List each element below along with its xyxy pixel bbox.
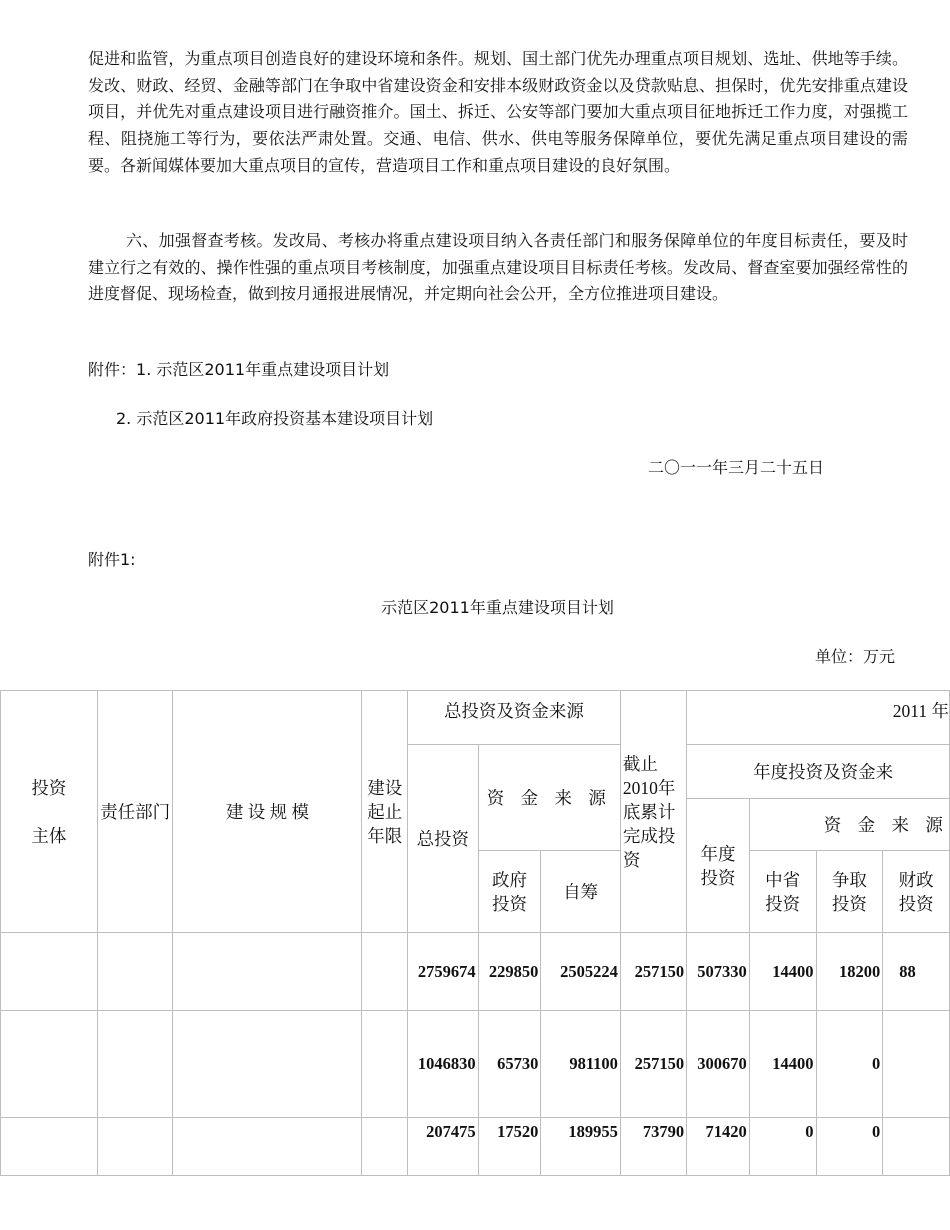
cell-gov: 65730	[478, 1011, 541, 1118]
header-striven: 争取投资	[816, 851, 883, 933]
cell-gov: 229850	[478, 933, 541, 1011]
header-funding-source	[478, 745, 620, 851]
cell-cumulative: 257150	[620, 933, 686, 1011]
cell-self: 981100	[541, 1011, 621, 1118]
cell-total: 207475	[407, 1118, 478, 1176]
cell-scale	[173, 1011, 362, 1118]
cell-cumulative: 257150	[620, 1011, 686, 1118]
annex-label: 附件1:	[88, 550, 136, 569]
cell-scale	[173, 1118, 362, 1176]
header-annual-funding-label: 资 金 来 源	[823, 814, 949, 835]
body-paragraph-1: 促进和监管，为重点项目创造良好的建设环境和条件。规划、国土部门优先办理重点项目规划、选址、供地等手续。发改、财政、经贸、金融等部门在争取中省建设资金和安排本级财政资金以及贷款贴息、担保时，优先安排重点建设项目，并优先对重点建设项目进行融资推介。国土、拆迁、公安等部门要加大重点项目征地拆迁工作力度，对强揽工程、阻挠施工等行为，要依法严肃处置。交通、电信、供水、供电等服务保障单位，要优先满足重点项目建设的需要。各新闻媒体要加大重点项目的宣传，营造项目工作和重点项目建设的良好氛围。	[88, 49, 908, 175]
cell-department	[97, 1118, 173, 1176]
cell-striven: 0	[816, 1118, 883, 1176]
table-title: 示范区2011年重点建设项目计划	[381, 598, 614, 617]
cell-self: 2505224	[541, 933, 621, 1011]
cell-period	[362, 1011, 408, 1118]
cell-provincial: 14400	[749, 933, 816, 1011]
cell-striven: 18200	[816, 933, 883, 1011]
header-provincial: 中省投资	[749, 851, 816, 933]
cell-investor	[1, 933, 98, 1011]
table-row	[1, 1011, 950, 1118]
header-period: 建设起止年限	[362, 691, 408, 933]
cell-department	[97, 933, 173, 1011]
cell-provincial: 0	[749, 1118, 816, 1176]
header-annual-invest: 年度投资	[687, 799, 750, 933]
cell-self: 189955	[541, 1118, 621, 1176]
cell-gov: 17520	[478, 1118, 541, 1176]
cell-fiscal: 88	[883, 933, 950, 1011]
cell-investor	[1, 1011, 98, 1118]
attachment-line-1	[88, 360, 389, 380]
cell-period	[362, 1118, 408, 1176]
cell-annual: 300670	[687, 1011, 750, 1118]
cell-total: 1046830	[407, 1011, 478, 1118]
header-gov-invest: 政府投资	[478, 851, 541, 933]
cell-provincial: 14400	[749, 1011, 816, 1118]
unit-label: 单位：万元	[815, 647, 896, 666]
header-total-group: 总投资及资金来源	[407, 691, 620, 745]
header-cumulative: 截止2010年底累计完成投资	[620, 691, 686, 933]
attachment-item: 2. 示范区2011年政府投资基本建设项目计划	[116, 409, 434, 428]
cell-cumulative: 73790	[620, 1118, 686, 1176]
table-row	[1, 933, 950, 1011]
header-2011: 2011 年	[687, 691, 950, 745]
cell-fiscal	[883, 1118, 950, 1176]
header-department: 责任部门	[97, 691, 173, 933]
cell-annual: 507330	[687, 933, 750, 1011]
header-fiscal: 财政投资	[883, 851, 950, 933]
header-self-raised: 自筹	[541, 851, 621, 933]
document-date: 二〇一一年三月二十五日	[648, 458, 825, 477]
header-scale: 建 设 规 模	[173, 691, 362, 933]
header-investor	[1, 691, 98, 933]
header-total: 总投资	[407, 745, 478, 933]
header-funding-source-label: 资 金 来 源	[486, 787, 612, 808]
cell-investor	[1, 1118, 98, 1176]
project-plan-table	[0, 690, 950, 1176]
cell-period	[362, 933, 408, 1011]
table-row	[1, 1118, 950, 1176]
header-investor-line2: 主体	[31, 825, 67, 846]
cell-department	[97, 1011, 173, 1118]
header-investor-line1: 投资	[31, 777, 67, 798]
cell-total: 2759674	[407, 933, 478, 1011]
header-annual-funding	[749, 799, 949, 851]
body-paragraph-2: 六、加强督查考核。发改局、考核办将重点建设项目纳入各责任部门和服务保障单位的年度目标责任，要及时建立行之有效的、操作性强的重点项目考核制度，加强重点建设项目目标责任考核。发改局、督查室要加强经常性的进度督促、现场检查，做到按月通报进展情况，并定期向社会公开，全方位推进项目建设。	[88, 231, 908, 304]
cell-scale	[173, 933, 362, 1011]
header-annual-group: 年度投资及资金来	[687, 745, 950, 799]
attachments-label: 附件：	[88, 360, 137, 379]
cell-striven: 0	[816, 1011, 883, 1118]
cell-fiscal	[883, 1011, 950, 1118]
cell-annual: 71420	[687, 1118, 750, 1176]
attachment-item: 1. 示范区2011年重点建设项目计划	[136, 360, 390, 379]
